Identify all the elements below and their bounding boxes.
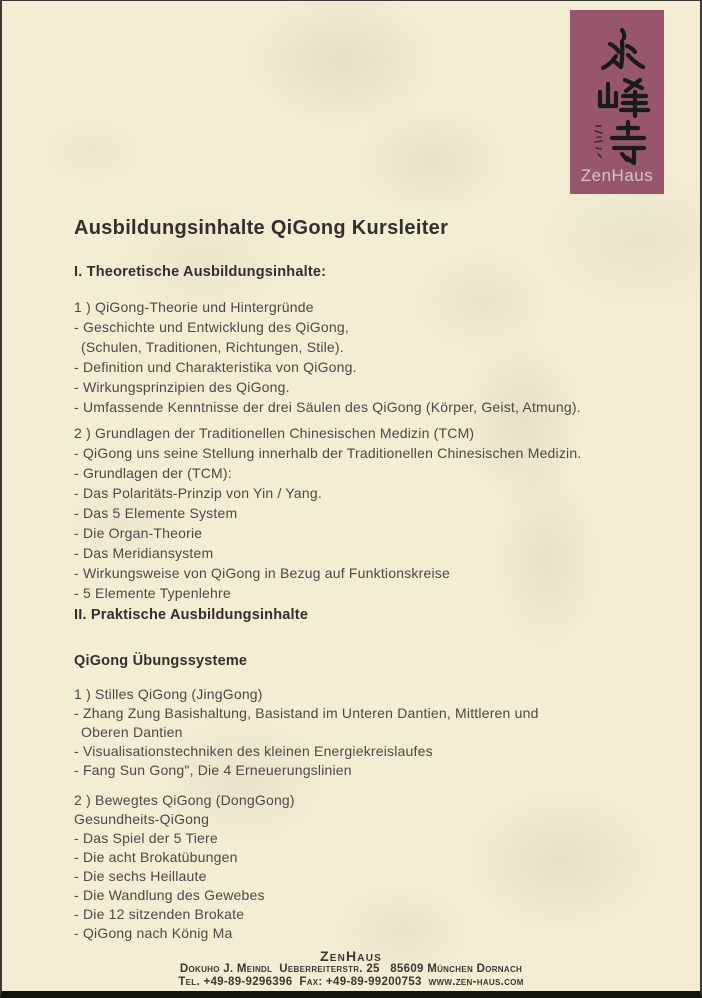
list-item: - Umfassende Kenntnisse der drei Säulen des QiGong (Körper, Geist, Atmung). [74, 399, 581, 415]
list-item: - Die acht Brokatübungen [74, 849, 238, 865]
list-block-3 [74, 685, 674, 780]
list-item: 1 ) Stilles QiGong (JingGong) [74, 686, 263, 702]
list-item: - Die 12 sitzenden Brokate [74, 906, 245, 922]
footer-contact: Tel. +49-89-9296396 Fax: +49-89-99200753 www.zen-haus.com [178, 975, 524, 988]
section-2-heading: II. Praktische Ausbildungsinhalte [74, 607, 309, 623]
list-item: 1 ) QiGong-Theorie und Hintergründe [74, 299, 314, 315]
list-item: 2 ) Grundlagen der Traditionellen Chinesischen Medizin (TCM) [74, 425, 475, 441]
list-item: - QiGong uns seine Stellung innerhalb der Traditionellen Chinesischen Medizin. [74, 445, 582, 461]
list-item: - Das 5 Elemente System [74, 505, 238, 521]
page-title: Ausbildungsinhalte QiGong Kursleiter [74, 217, 449, 239]
list-item: - Wirkungsweise von QiGong in Bezug auf Funktionskreise [74, 565, 450, 581]
list-item: - 5 Elemente Typenlehre [74, 585, 231, 601]
list-item: - QiGong nach König Ma [74, 925, 233, 941]
list-item: - Fang Sun Gong", Die 4 Erneuerungslinien [74, 762, 352, 778]
footer [2, 949, 700, 988]
list-item: - Das Polaritäts-Prinzip von Yin / Yang. [74, 485, 322, 501]
section-1-heading: I. Theoretische Ausbildungsinhalte: [74, 264, 327, 280]
list-item: - Wirkungsprinzipien des QiGong. [74, 379, 290, 395]
list-block-1 [74, 297, 674, 417]
list-item: - Das Spiel der 5 Tiere [74, 830, 218, 846]
list-block-4 [74, 791, 674, 943]
list-item-continuation: (Schulen, Traditionen, Richtungen, Stile). [81, 339, 344, 355]
list-item: - Die Organ-Theorie [74, 525, 203, 541]
list-item: - Geschichte und Entwicklung des QiGong, [74, 319, 349, 335]
list-item-continuation: Oberen Dantien [81, 724, 183, 740]
list-item: Gesundheits-QiGong [74, 811, 210, 827]
list-item: - Definition und Charakteristika von QiGong. [74, 359, 357, 375]
logo-brand-label: ZenHaus [580, 166, 654, 185]
list-item: - Zhang Zung Basishaltung, Basistand im Unteren Dantien, Mittleren und [74, 705, 539, 721]
list-item: - Grundlagen der (TCM): [74, 465, 232, 481]
list-item: - Visualisationstechniken des kleinen Energiekreislaufes [74, 743, 433, 759]
list-block-2 [74, 423, 674, 603]
list-item: 2 ) Bewegtes QiGong (DongGong) [74, 792, 295, 808]
document-content [74, 1, 674, 943]
subsection-heading: QiGong Übungssysteme [74, 653, 248, 669]
footer-address: Dokuho J. Meindl Ueberreiterstr. 25 85609 München Dornach [179, 963, 523, 975]
list-item: - Die sechs Heillaute [74, 868, 207, 884]
footer-brand: ZenHaus [319, 948, 383, 964]
list-item: - Die Wandlung des Gewebes [74, 887, 265, 903]
list-item: - Das Meridiansystem [74, 545, 214, 561]
